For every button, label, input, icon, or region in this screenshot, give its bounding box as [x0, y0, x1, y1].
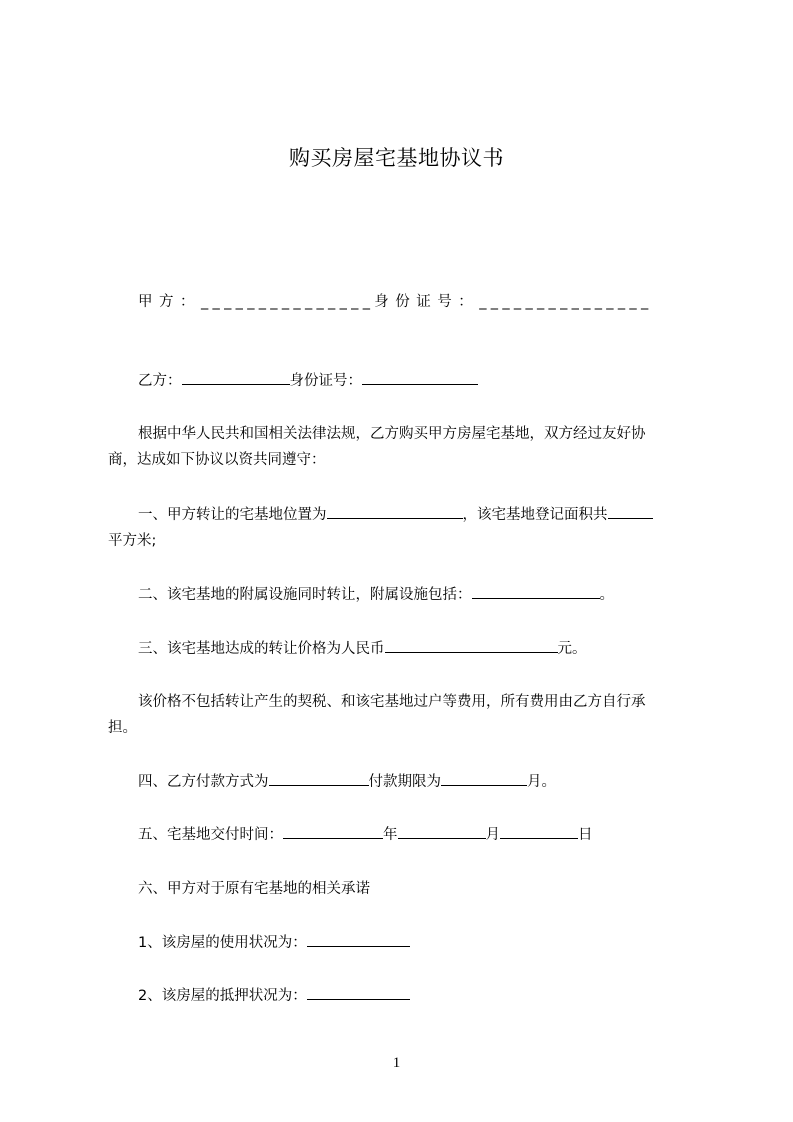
- intro-line-1: 根据中华人民共和国相关法律法规，乙方购买甲方房屋宅基地，双方经过友好协: [138, 426, 646, 442]
- fee-note-line-1: 该价格不包括转让产生的契税、和该宅基地过户等费用，所有费用由乙方自行承: [138, 694, 646, 710]
- clause-2-facilities-blank: [472, 583, 600, 599]
- clause-2-text-2: 。: [599, 587, 614, 603]
- clause-6-item-2: [138, 984, 410, 1008]
- clause-6-heading: 六、甲方对于原有宅基地的相关承诺: [138, 881, 370, 897]
- clause-3-text-1: 三、该宅基地达成的转让价格为人民币: [138, 641, 385, 657]
- party-b-line: [138, 369, 478, 393]
- clause-4-text-3: 月。: [527, 774, 556, 790]
- clause-3-price-blank: [385, 637, 558, 653]
- clause-1-area-blank: [608, 503, 653, 519]
- clause-6-mortgage-blank: [307, 984, 410, 1000]
- clause-5-year-label: 年: [383, 827, 398, 843]
- party-b-id-blank: [362, 369, 478, 385]
- fee-note-line-2: 担。: [108, 720, 137, 736]
- party-b-label: 乙方：: [138, 373, 182, 389]
- clause-4-text-1: 四、乙方付款方式为: [138, 774, 269, 790]
- clause-1-unit: 平方米;: [108, 533, 157, 549]
- clause-5-year-blank: [283, 823, 383, 839]
- party-a-id-label: 身份证号：: [374, 294, 480, 310]
- party-b-blank: [182, 369, 290, 385]
- clause-1-line: [138, 503, 653, 527]
- clause-1-text-2: ，该宅基地登记面积共: [462, 507, 608, 523]
- clause-2-line: [138, 583, 614, 607]
- document-title: 购买房屋宅基地协议书: [289, 146, 504, 170]
- intro-line-2: 商，达成如下协议以资共同遵守：: [108, 452, 326, 468]
- clause-4-payment-method-blank: [269, 770, 369, 786]
- clause-6-item-1-text: 1、该房屋的使用状况为：: [138, 935, 307, 951]
- clause-6-item-2-text: 2、该房屋的抵押状况为：: [138, 988, 307, 1004]
- clause-4-text-2: 付款期限为: [368, 774, 441, 790]
- clause-1-text-1: 一、甲方转让的宅基地位置为: [138, 507, 327, 523]
- clause-3-text-2: 元。: [557, 641, 587, 657]
- clause-5-text-1: 五、宅基地交付时间：: [138, 827, 283, 843]
- clause-2-text-1: 二、该宅基地的附属设施同时转让，附属设施包括：: [138, 587, 472, 603]
- clause-3-line: [138, 637, 587, 661]
- clause-5-month-label: 月: [485, 827, 500, 843]
- clause-1-location-blank: [327, 503, 463, 519]
- clause-4-line: [138, 770, 556, 794]
- party-a-line: [138, 290, 653, 314]
- clause-6-usage-blank: [307, 931, 410, 947]
- party-a-id-blank: _______________: [479, 294, 653, 310]
- clause-5-line: [138, 823, 593, 847]
- clause-5-day-blank: [500, 823, 578, 839]
- clause-6-item-1: [138, 931, 410, 955]
- party-a-label: 甲方：: [138, 294, 201, 310]
- party-b-id-label: 身份证号：: [289, 373, 362, 389]
- page-number: 1: [392, 1055, 401, 1071]
- clause-5-day-label: 日: [578, 827, 593, 843]
- party-a-blank: _______________: [201, 294, 375, 310]
- clause-4-payment-term-blank: [441, 770, 527, 786]
- clause-5-month-blank: [398, 823, 486, 839]
